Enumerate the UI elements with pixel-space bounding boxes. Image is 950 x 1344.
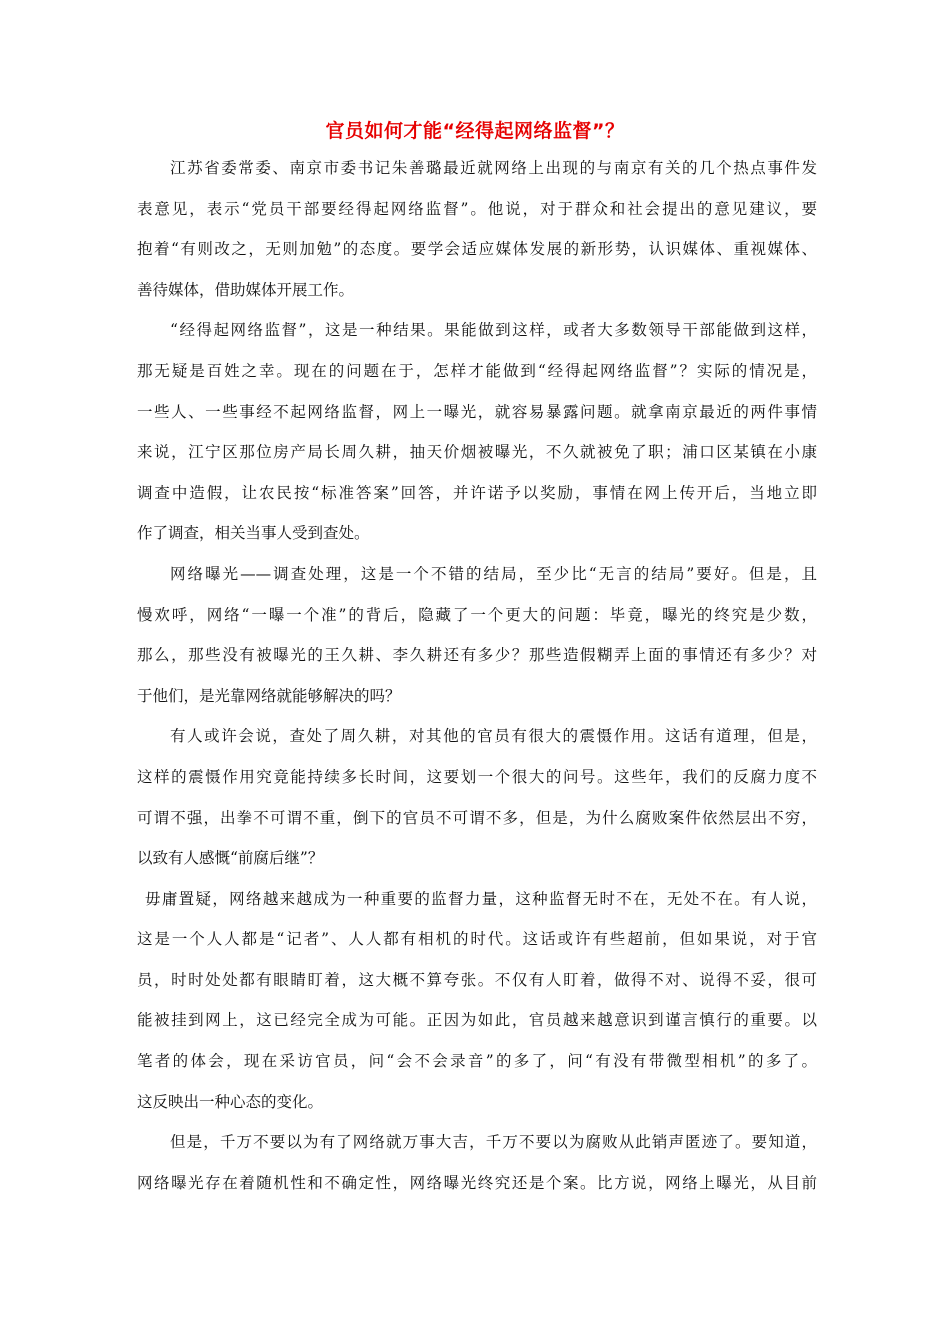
- text-line: 员，时时处处都有眼睛盯着，这大概不算夸张。不仅有人盯着，做得不对、说得不妥，很可: [137, 970, 817, 989]
- text-line: 来说，江宁区那位房产局长周久耕，抽天价烟被曝光，不久就被免了职；浦口区某镇在小康: [137, 443, 817, 462]
- text-line: 这样的震慑作用究竟能持续多长时间，这要划一个很大的问号。这些年，我们的反腐力度不: [137, 767, 817, 786]
- text-line: 有人或许会说，查处了周久耕，对其他的官员有很大的震慑作用。这话有道理，但是，: [170, 727, 817, 746]
- text-line: 毋庸置疑，网络越来越成为一种重要的监督力量，这种监督无时不在，无处不在。有人说，: [145, 889, 817, 908]
- text-line: 以致有人感慨“前腐后继”？: [137, 849, 324, 868]
- text-line: 慢欢呼，网络“一曝一个准”的背后，隐藏了一个更大的问题：毕竟，曝光的终究是少数，: [137, 605, 817, 624]
- document-title: 官员如何才能“经得起网络监督”？: [325, 120, 625, 142]
- text-line: 调查中造假，让农民按“标准答案”回答，并许诺予以奖励，事情在网上传开后，当地立即: [137, 483, 817, 502]
- text-line: 网络曝光——调查处理，这是一个不错的结局，至少比“无言的结局”要好。但是，且: [170, 564, 817, 583]
- text-line: 这反映出一种心态的变化。: [137, 1092, 324, 1111]
- text-line: 那无疑是百姓之幸。现在的问题在于，怎样才能做到“经得起网络监督”？实际的情况是，: [137, 361, 817, 380]
- text-line: 于他们，是光靠网络就能够解决的吗？: [137, 686, 401, 705]
- text-line: 网络曝光存在着随机性和不确定性，网络曝光终究还是个案。比方说，网络上曝光，从目前: [137, 1173, 817, 1192]
- text-line: 能被挂到网上，这已经完全成为可能。正因为如此，官员越来越意识到谨言慎行的重要。以: [137, 1011, 817, 1030]
- text-line: 笔者的体会，现在采访官员，问“会不会录音”的多了，问“有没有带微型相机”的多了。: [137, 1052, 817, 1071]
- text-line: 抱着“有则改之，无则加勉”的态度。要学会适应媒体发展的新形势，认识媒体、重视媒体、: [137, 240, 817, 259]
- text-line: 一些人、一些事经不起网络监督，网上一曝光，就容易暴露问题。就拿南京最近的两件事情: [137, 402, 817, 421]
- text-line: 但是，千万不要以为有了网络就万事大吉，千万不要以为腐败从此销声匿迹了。要知道，: [170, 1133, 817, 1152]
- text-line: 那么，那些没有被曝光的王久耕、李久耕还有多少？那些造假糊弄上面的事情还有多少？对: [137, 646, 817, 665]
- text-line: 表意见，表示“党员干部要经得起网络监督”。他说，对于群众和社会提出的意见建议，要: [137, 199, 817, 218]
- text-line: 江苏省委常委、南京市委书记朱善璐最近就网络上出现的与南京有关的几个热点事件发: [170, 159, 817, 177]
- text-line: 善待媒体，借助媒体开展工作。: [137, 280, 355, 299]
- text-line: 作了调查，相关当事人受到查处。: [137, 524, 370, 543]
- text-line: 这是一个人人都是“记者”、人人都有相机的时代。这话或许有些超前，但如果说，对于官: [137, 930, 817, 949]
- text-line: 可谓不强，出拳不可谓不重，倒下的官员不可谓不多，但是，为什么腐败案件依然层出不穷，: [137, 808, 817, 827]
- document-body: [137, 148, 817, 1203]
- text-line: “经得起网络监督”，这是一种结果。果能做到这样，或者大多数领导干部能做到这样，: [170, 321, 817, 340]
